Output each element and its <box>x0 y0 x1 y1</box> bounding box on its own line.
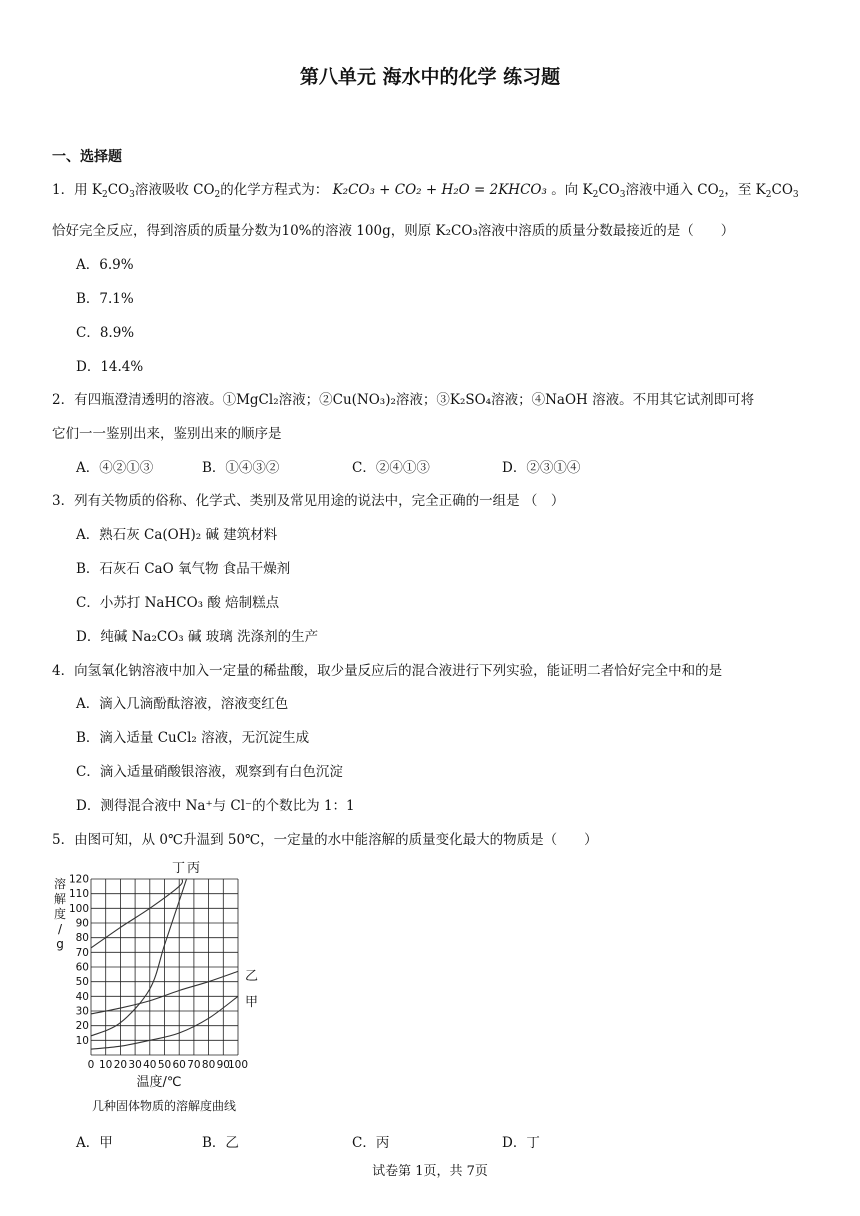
x-axis-label: 温度/℃ <box>136 1075 182 1090</box>
y-axis-label-char: / <box>57 922 63 936</box>
y-axis-label-char: g <box>56 937 64 951</box>
x-tick-label: 100 <box>227 1059 249 1071</box>
x-tick-label: 40 <box>143 1059 157 1071</box>
x-tick-label: 70 <box>187 1059 201 1071</box>
q5-line1: 5．由图可知，从 0℃升温到 50℃，一定量的水中能溶解的质量变化最大的物质是（ ） <box>52 832 598 848</box>
q5-option-b[interactable]: B．乙 <box>202 1135 239 1151</box>
q2-option-a[interactable]: A．④②①③ <box>76 460 154 476</box>
chart-ticks <box>69 874 248 1072</box>
q4-option-c[interactable]: C．滴入适量硝酸银溶液，观察到有白色沉淀 <box>76 764 343 780</box>
q5-option-c[interactable]: C．丙 <box>352 1135 390 1151</box>
y-tick-label: 80 <box>75 932 89 945</box>
q1-option-d[interactable]: D．14.4% <box>76 359 144 375</box>
page-footer: 试卷第 1页，共 7页 <box>372 1164 488 1179</box>
q3-option-a[interactable]: A．熟石灰 Ca(OH)₂ 碱 建筑材料 <box>76 527 278 543</box>
y-tick-label: 50 <box>75 976 89 989</box>
y-axis-label-char: 溶 <box>53 877 67 891</box>
q1-line1: 1．用 $K_2CO_3$溶液吸收 $CO_2$的化学方程式为： K₂CO₃ + CO₂ + H₂O = 2KHCO₃ 。向 $K_2CO_3$溶液中通入 $CO_2$，至 $K_2CO_3$ <box>52 182 799 200</box>
q2-option-b[interactable]: B．①④③② <box>202 460 280 476</box>
y-tick-label: 110 <box>68 888 89 901</box>
q4-line1: 4．向氢氧化钠溶液中加入一定量的稀盐酸，取少量反应后的混合液进行下列实验，能证明二者恰好完全中和的是 <box>52 663 723 679</box>
q3-line1: 3．列有关物质的俗称、化学式、类别及常见用途的说法中，完全正确的一组是 （ ） <box>52 493 565 509</box>
y-axis-label-char: 解 <box>53 892 67 906</box>
q2-line2: 它们一一鉴别出来，鉴别出来的顺序是 <box>52 426 282 442</box>
q3-option-c[interactable]: C．小苏打 NaHCO₃ 酸 焙制糕点 <box>76 595 280 611</box>
series-label-乙: 乙 <box>245 969 259 984</box>
y-tick-label: 20 <box>75 1020 89 1033</box>
chart-grid <box>91 879 238 1055</box>
q2-option-d[interactable]: D．②③①④ <box>502 460 581 476</box>
x-tick-label: 50 <box>157 1059 172 1071</box>
q1-line2: 恰好完全反应，得到溶质的质量分数为10%的溶液 100g，则原 K₂CO₃溶液中溶质的质量分数最接近的是（ ） <box>52 223 735 239</box>
q3-option-b[interactable]: B．石灰石 CaO 氧气物 食品干燥剂 <box>76 561 291 577</box>
y-tick-label: 60 <box>75 961 89 974</box>
x-tick-label: 30 <box>128 1059 142 1071</box>
y-tick-label: 100 <box>68 902 89 915</box>
y-axis-label-char: 度 <box>53 907 67 921</box>
q1-option-c[interactable]: C．8.9% <box>76 325 135 341</box>
y-tick-label: 10 <box>75 1034 89 1047</box>
series-label-丁: 丁 <box>172 861 186 876</box>
section-heading: 一、选择题 <box>52 149 122 165</box>
q2-line1: 2．有四瓶澄清透明的溶液。①MgCl₂溶液；②Cu(NO₃)₂溶液；③K₂SO₄溶液；④NaOH 溶液。不用其它试剂即可将 <box>52 392 755 408</box>
x-tick-label: 60 <box>172 1059 186 1071</box>
q5-option-d[interactable]: D．丁 <box>502 1135 540 1151</box>
q5-option-a[interactable]: A．甲 <box>76 1135 113 1151</box>
y-tick-label: 70 <box>75 946 89 959</box>
page-title: 第八单元 海水中的化学 练习题 <box>299 66 561 88</box>
q4-option-a[interactable]: A．滴入几滴酚酞溶液，溶液变红色 <box>76 696 289 712</box>
x-tick-label: 80 <box>201 1059 216 1071</box>
x-tick-label: 0 <box>87 1059 95 1071</box>
q2-option-c[interactable]: C．②④①③ <box>352 460 430 476</box>
series-label-甲: 甲 <box>245 995 259 1010</box>
x-tick-label: 20 <box>113 1059 128 1071</box>
q4-option-b[interactable]: B．滴入适量 CuCl₂ 溶液，无沉淀生成 <box>76 730 310 746</box>
y-tick-label: 120 <box>68 873 89 886</box>
series-label-丙: 丙 <box>187 861 201 876</box>
y-tick-label: 30 <box>75 1005 89 1018</box>
chart-title: 几种固体物质的溶解度曲线 <box>91 1099 237 1113</box>
y-tick-label: 90 <box>75 917 89 930</box>
q4-option-d[interactable]: D．测得混合液中 Na⁺与 Cl⁻的个数比为 1：1 <box>76 798 355 814</box>
q3-option-d[interactable]: D．纯碱 Na₂CO₃ 碱 玻璃 洗涤剂的生产 <box>76 629 319 645</box>
q1-equation: K₂CO₃ + CO₂ + H₂O = 2KHCO₃ <box>332 182 547 198</box>
solubility-chart <box>46 858 276 1116</box>
y-tick-label: 40 <box>75 990 89 1003</box>
q1-option-b[interactable]: B．7.1% <box>76 291 134 307</box>
q1-option-a[interactable]: A．6.9% <box>76 257 134 273</box>
x-tick-label: 10 <box>99 1059 113 1071</box>
x-tick-label: 90 <box>216 1059 230 1071</box>
